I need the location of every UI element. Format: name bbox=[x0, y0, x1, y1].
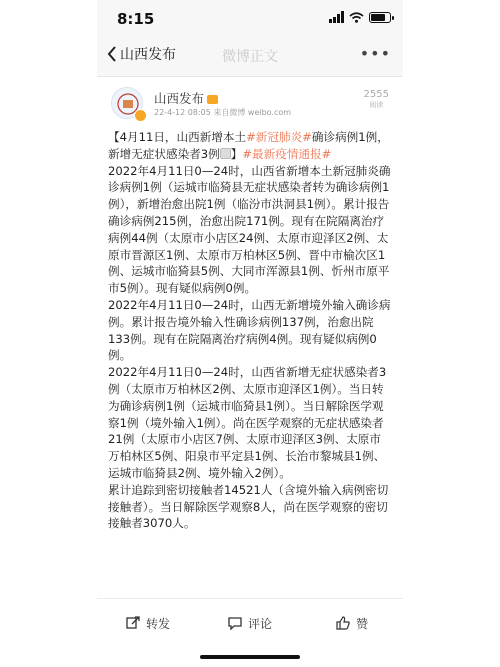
like-button[interactable] bbox=[301, 599, 403, 647]
comment-label: 评论 bbox=[247, 616, 272, 631]
battery-icon bbox=[369, 12, 391, 23]
repost-button[interactable] bbox=[97, 599, 199, 647]
read-count-value: 2555 bbox=[363, 89, 389, 100]
read-count bbox=[364, 89, 389, 110]
post-text-segment: 2022年4月11日0—24时，山西省新增本土新冠肺炎确诊病例1例（运城市临猗县无症状感染者转为确诊病例1例），新增治愈出院1例（临汾市洪洞县1例）。累计报告确诊病例215例，治愈出院171例。现有在院隔离治疗病例44例（太原市小店区24例、太原市迎泽区2例、太原市晋源区1例、太原市万柏林区5例、晋中市榆次区1例、运城市临猗县5例、大同市浑源县1例、忻州市原平市5例）。现有疑似病例0例。 bbox=[108, 163, 391, 296]
page-title: 微博正文 bbox=[222, 49, 278, 65]
action-bar bbox=[97, 598, 403, 647]
verified-badge-icon bbox=[134, 109, 147, 122]
post-text-segment: 】 bbox=[230, 146, 243, 161]
wifi-icon bbox=[349, 12, 364, 23]
topic-link[interactable]: #新冠肺炎# bbox=[246, 130, 312, 144]
comment-icon bbox=[228, 616, 242, 630]
author-name[interactable] bbox=[154, 89, 218, 107]
thumbs-up-icon bbox=[336, 616, 350, 630]
vip-icon bbox=[207, 95, 218, 104]
author-name-text: 山西发布 bbox=[154, 91, 205, 106]
post-text-segment: 2022年4月11日0—24时，山西无新增境外输入确诊病例。累计报告境外输入性确诊病例137例，治愈出院133例。现有在院隔离治疗病例4例。现有疑似病例0例。 bbox=[108, 297, 391, 363]
post-text bbox=[108, 129, 392, 532]
back-label: 山西发布 bbox=[120, 47, 176, 63]
post-text-segment: 确诊病例1例，新增无症状感染者3例 bbox=[108, 130, 389, 161]
post-paragraph bbox=[108, 364, 392, 482]
signal-icon bbox=[329, 11, 344, 23]
status-icons bbox=[329, 11, 391, 23]
post-text-segment: 【4月11日，山西新增本土 bbox=[108, 130, 247, 144]
post-text-segment: 2022年4月11日0—24时，山西省新增无症状感染者3例（太原市万柏林区2例、太原市迎泽区1例）。当日转为确诊病例1例（运城市临猗县1例）。当日解除医学观察1例（境外输入1例）。尚在医学观察的无症状感染者21例（太原市小店区7例、太原市迎泽区3例、太原市万柏林区5例、阳泉市平定县1例、长治市黎城县1例、运城市临猗县2例、境外输入2例）。 bbox=[108, 365, 387, 480]
home-indicator bbox=[200, 655, 300, 659]
post-paragraph bbox=[108, 297, 392, 364]
comment-button[interactable] bbox=[199, 599, 301, 647]
more-options-button[interactable]: ••• bbox=[359, 44, 391, 63]
post-text-segment: 累计追踪到密切接触者14521人（含境外输入病例密切接触者）。当日解除医学观察8人，尚在医学观察的密切接触者3070人。 bbox=[108, 482, 389, 531]
post-meta: 22-4-12 08:05 来自微博 weibo.com bbox=[154, 108, 292, 117]
post-paragraph bbox=[108, 129, 392, 163]
nav-bar bbox=[97, 34, 403, 77]
post-paragraph bbox=[108, 482, 392, 532]
topic-link[interactable]: #最新疫情通报# bbox=[242, 146, 332, 161]
status-bar bbox=[97, 0, 403, 34]
post-paragraph bbox=[108, 163, 392, 297]
repost-label: 转发 bbox=[145, 616, 170, 631]
weibo-post bbox=[97, 77, 403, 667]
like-label: 赞 bbox=[355, 616, 368, 631]
status-time: 8:15 bbox=[117, 10, 155, 28]
read-count-label: 阅读 bbox=[369, 101, 384, 109]
repost-icon bbox=[126, 616, 140, 630]
page-emoji-icon bbox=[220, 148, 231, 159]
phone-screen bbox=[97, 0, 403, 667]
